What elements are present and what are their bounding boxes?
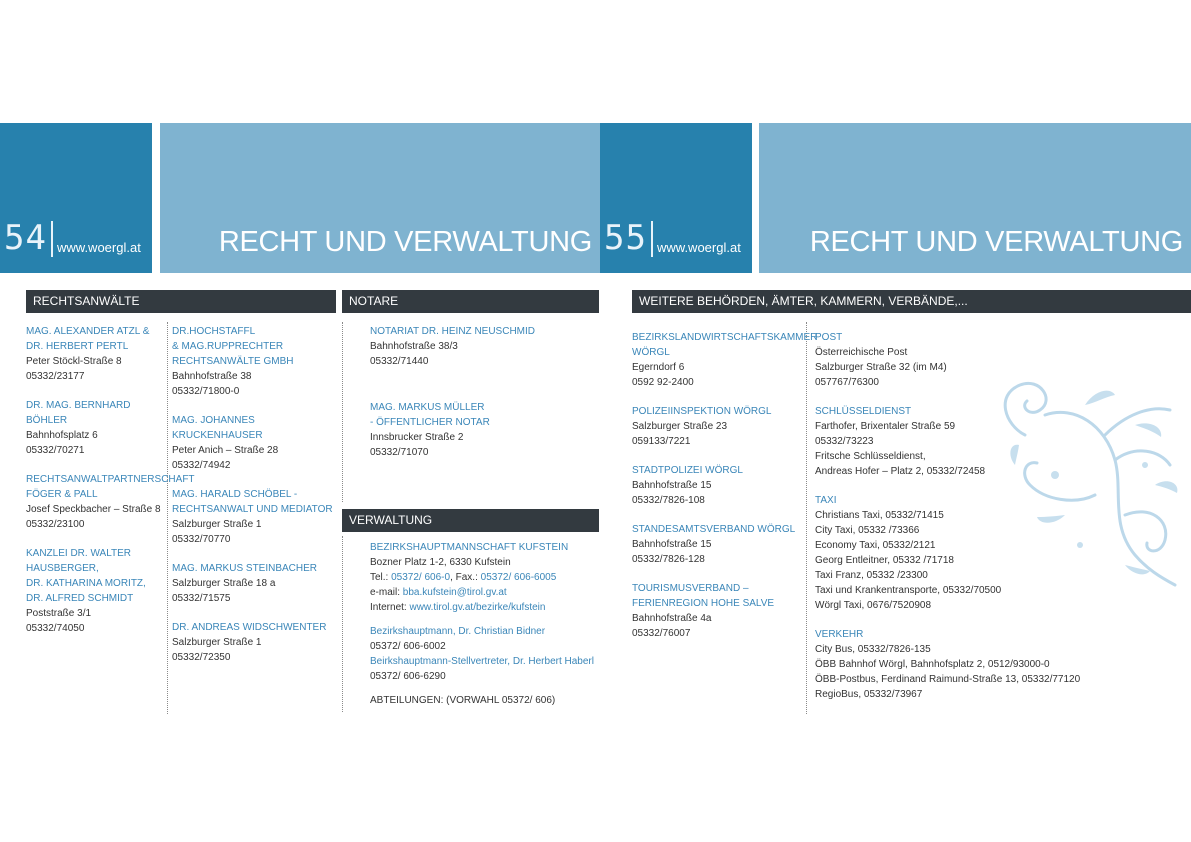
entry-detail: Salzburger Straße 1: [172, 637, 262, 648]
entry-detail: Bahnhofstraße 15: [632, 480, 712, 491]
entry-detail: Taxi und Krankentransporte, 05332/70500: [815, 585, 1002, 596]
email-link[interactable]: bba.kufstein@tirol.gv.at: [402, 587, 507, 598]
directory-entry: [632, 463, 804, 508]
entry-detail: 05332/70271: [26, 445, 85, 456]
entry-detail: 05332/76007: [632, 628, 691, 639]
entry-detail: 05332/71800-0: [172, 386, 240, 397]
entry-name: DR. ALFRED SCHMIDT: [26, 593, 134, 604]
head-official-1: Bezirkshauptmann, Dr. Christian Bidner: [370, 626, 546, 637]
entry-detail: 05332/72350: [172, 652, 231, 663]
directory-entry: [26, 472, 195, 532]
entry-detail: 05332/7826-128: [632, 554, 705, 565]
decorative-swirl-ornament: [985, 365, 1191, 595]
directory-entry: [26, 398, 166, 458]
entry-name: RECHTSANWALTPARTNERSCHAFT: [26, 474, 195, 485]
directory-entry: [172, 413, 340, 473]
entry-name: POST: [815, 332, 843, 343]
entry-name: & MAG.RUPPRECHTER: [172, 341, 284, 352]
entry-detail: Peter Anich – Straße 28: [172, 445, 279, 456]
entry-detail: 0592 92-2400: [632, 377, 694, 388]
entry-detail: 05332/70770: [172, 534, 231, 545]
entry-detail: Österreichische Post: [815, 347, 908, 358]
directory-entry: [370, 400, 595, 460]
directory-entry: [172, 620, 340, 665]
entry-detail: ÖBB Bahnhof Wörgl, Bahnhofsplatz 2, 0512/93000-0: [815, 659, 1050, 670]
entry-detail: Bahnhofstraße 38: [172, 371, 252, 382]
email-label: e-mail:: [370, 587, 403, 598]
site-url-right: www.woergl.at: [657, 240, 741, 255]
section-heading-weitere: WEITERE BEHÖRDEN, ÄMTER, KAMMERN, VERBÄNDE,...: [632, 290, 1191, 313]
entry-detail: Economy Taxi, 05332/2121: [815, 540, 936, 551]
site-url-left: www.woergl.at: [57, 240, 141, 255]
entry-name: TAXI: [815, 495, 837, 506]
entry-name: DR. KATHARINA MORITZ,: [26, 578, 146, 589]
entry-detail: Andreas Hofer – Platz 2, 05332/72458: [815, 466, 986, 477]
entry-name: RECHTSANWALT UND MEDIATOR: [172, 504, 333, 515]
entry-detail: Farthofer, Brixentaler Straße 59: [815, 421, 956, 432]
entry-name: VERKEHR: [815, 629, 864, 640]
page-number-divider: [651, 221, 653, 257]
page-title-left: RECHT UND VERWALTUNG: [218, 226, 592, 258]
directory-entry: [26, 546, 166, 636]
column-divider: [167, 322, 168, 714]
entry-name: MAG. MARKUS MÜLLER: [370, 402, 485, 413]
entry-detail: Peter Stöckl-Straße 8: [26, 356, 122, 367]
entry-name: MAG. MARKUS STEINBACHER: [172, 563, 318, 574]
column-divider: [342, 322, 343, 502]
entry-name: STANDESAMTSVERBAND WÖRGL: [632, 524, 796, 535]
entry-detail: Josef Speckbacher – Straße 8: [26, 504, 161, 515]
entry-detail: 05332/74050: [26, 623, 85, 634]
entry-detail: RegioBus, 05332/73967: [815, 689, 923, 700]
column-divider: [806, 322, 807, 714]
directory-entry: [172, 487, 340, 547]
notare-column: [370, 324, 595, 474]
directory-entry: [632, 522, 804, 567]
directory-entry: [172, 324, 340, 399]
entry-detail: 05332/74942: [172, 460, 231, 471]
section-heading-verwaltung: VERWALTUNG: [342, 509, 599, 532]
page-number-divider: [51, 221, 53, 257]
entry-detail: Bahnhofsplatz 6: [26, 430, 98, 441]
entry-detail: 05332/73223: [815, 436, 874, 447]
authority-internet-line: [370, 600, 598, 615]
page-number-block-right: [600, 123, 752, 273]
fax-label: , Fax.:: [450, 572, 481, 583]
entry-name: POLIZEIINSPEKTION WÖRGL: [632, 406, 772, 417]
section-heading-rechtsanwaelte: RECHTSANWÄLTE: [26, 290, 336, 313]
directory-entry: [632, 581, 804, 641]
entry-name: DR. HERBERT PERTL: [26, 341, 129, 352]
entry-detail: Salzburger Straße 32 (im M4): [815, 362, 947, 373]
entry-name: FÖGER & PALL: [26, 489, 98, 500]
entry-name: SCHLÜSSELDIENST: [815, 406, 912, 417]
entry-detail: Bahnhofstraße 4a: [632, 613, 712, 624]
entry-detail: City Bus, 05332/7826-135: [815, 644, 931, 655]
authority-phone-line: [370, 570, 598, 585]
authority-name: BEZIRKSHAUPTMANNSCHAFT KUFSTEIN: [370, 542, 569, 553]
head-official-1-phone: 05372/ 606-6002: [370, 641, 446, 652]
entry-detail: Salzburger Straße 23: [632, 421, 728, 432]
tel-label: Tel.:: [370, 572, 392, 583]
section-heading-notare: NOTARE: [342, 290, 599, 313]
entry-detail: 059133/7221: [632, 436, 691, 447]
entry-detail: Poststraße 3/1: [26, 608, 92, 619]
page-title-right: RECHT UND VERWALTUNG: [809, 226, 1183, 258]
fax-number: 05372/ 606-6005: [480, 572, 557, 583]
directory-entry: [172, 561, 340, 606]
entry-name: MAG. ALEXANDER ATZL &: [26, 326, 150, 337]
entry-detail: 057767/76300: [815, 377, 879, 388]
page-number-block-left: [0, 123, 152, 273]
page-number-right: 55: [604, 218, 647, 258]
column-divider: [342, 536, 343, 712]
entry-detail: City Taxi, 05332 /73366: [815, 525, 920, 536]
entry-name: DR. ANDREAS WIDSCHWENTER: [172, 622, 327, 633]
head-official-2-phone: 05372/ 606-6290: [370, 671, 446, 682]
entry-detail: Salzburger Straße 18 a: [172, 578, 276, 589]
entry-detail: 05332/71575: [172, 593, 231, 604]
page-number-left: 54: [4, 218, 47, 258]
entry-detail: Salzburger Straße 1: [172, 519, 262, 530]
tel-number: 05372/ 606-0: [391, 572, 451, 583]
entry-detail: Georg Entleitner, 05332 /71718: [815, 555, 954, 566]
entry-detail: Egerndorf 6: [632, 362, 685, 373]
directory-entry: [632, 404, 804, 449]
entry-name: FERIENREGION HOHE SALVE: [632, 598, 775, 609]
entry-detail: ÖBB-Postbus, Ferdinand Raimund-Straße 13, 05332/77120: [815, 674, 1081, 685]
entry-name: - ÖFFENTLICHER NOTAR: [370, 417, 490, 428]
entry-name: DR. MAG. BERNHARD BÖHLER: [26, 400, 131, 426]
weitere-column-1: [632, 330, 818, 655]
internet-link[interactable]: www.tirol.gv.at/bezirke/kufstein: [409, 602, 546, 613]
entry-detail: Fritsche Schlüsseldienst,: [815, 451, 926, 462]
rechtsanwaelte-column-1: [26, 324, 195, 650]
entry-name: BEZIRKSLANDWIRTSCHAFTSKAMMER: [632, 332, 818, 343]
internet-label: Internet:: [370, 602, 410, 613]
entry-name: NOTARIAT DR. HEINZ NEUSCHMID: [370, 326, 536, 337]
directory-entry: [370, 324, 595, 369]
entry-name: DR.HOCHSTAFFL: [172, 326, 256, 337]
directory-entry: [815, 627, 1105, 702]
entry-detail: Innsbrucker Straße 2: [370, 432, 464, 443]
entry-name: HAUSBERGER,: [26, 563, 99, 574]
entry-name: TOURISMUSVERBAND –: [632, 583, 749, 594]
entry-detail: 05332/23100: [26, 519, 85, 530]
abteilungen-label: ABTEILUNGEN: (VORWAHL 05372/ 606): [370, 695, 556, 706]
entry-detail: Wörgl Taxi, 0676/7520908: [815, 600, 932, 611]
authority-email-line: [370, 585, 598, 600]
entry-detail: 05332/71440: [370, 356, 429, 367]
title-block-right: [759, 123, 1191, 273]
entry-name: RECHTSANWÄLTE GMBH: [172, 356, 294, 367]
entry-detail: Taxi Franz, 05332 /23300: [815, 570, 928, 581]
entry-name: STADTPOLIZEI WÖRGL: [632, 465, 743, 476]
entry-name: KANZLEI DR. WALTER: [26, 548, 132, 559]
directory-entry: [632, 330, 818, 390]
title-block-left: [160, 123, 600, 273]
head-official-2: Beirkshauptmann-Stellvertreter, Dr. Herbert Haberl: [370, 656, 594, 667]
entry-name: MAG. HARALD SCHÖBEL -: [172, 489, 298, 500]
entry-name: WÖRGL: [632, 347, 670, 358]
entry-detail: Bahnhofstraße 38/3: [370, 341, 458, 352]
entry-detail: 05332/23177: [26, 371, 85, 382]
verwaltung-column: [370, 540, 598, 708]
entry-detail: Bahnhofstraße 15: [632, 539, 712, 550]
entry-name: KRUCKENHAUSER: [172, 430, 263, 441]
directory-entry: [26, 324, 166, 384]
entry-detail: Christians Taxi, 05332/71415: [815, 510, 944, 521]
rechtsanwaelte-column-2: [172, 324, 340, 679]
entry-detail: 05332/71070: [370, 447, 429, 458]
authority-address: Bozner Platz 1-2, 6330 Kufstein: [370, 557, 511, 568]
entry-detail: 05332/7826-108: [632, 495, 705, 506]
entry-name: MAG. JOHANNES: [172, 415, 255, 426]
